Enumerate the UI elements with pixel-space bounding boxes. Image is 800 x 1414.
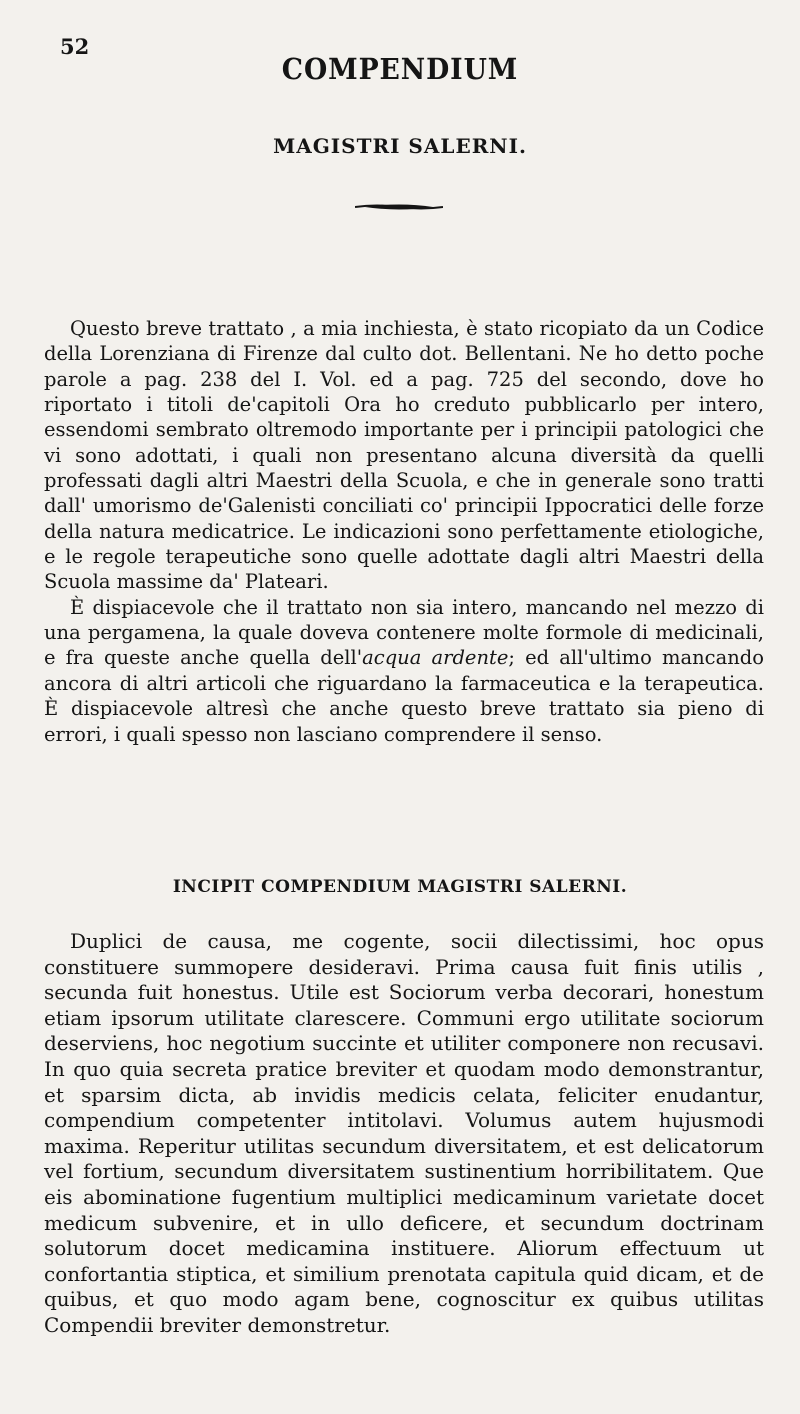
intro-text: [44, 316, 764, 747]
intro-paragraph-2-italic: acqua ardente: [362, 646, 509, 670]
latin-paragraph: Duplici de causa, me cogente, socii dilectissimi, hoc opus constituere summopere desideravi. Prima causa fuit finis utilis , secunda fuit honestus. Utile est Sociorum verba decorari, honestum etiam ipsorum utilitate clarescere. Communi ergo utilitate sociorum deserviens, hoc negotium succinte et utiliter componere non recusavi. In quo quia secreta pratice breviter et quodam modo demonstrantur, et sparsim dicta, ab invidis medicis celata, feliciter enudantur, compendium competenter intitolavi. Volumus autem hujusmodi maxima. Reperitur utilitas secundum diversitatem, et est delicatorum vel fortium, secundum diversitatem sustinentium horribilitatem. Que eis abominatione fugentium multiplici medicaminum varietate docet medicum subvenire, et in ullo deficere, et secundum doctrinam solutorum docet medicamina instituere. Aliorum effectuum ut confortantia stiptica, et similium prenotata capitula quid dicam, et de quibus, et quo modo agam bene, cognoscitur ex quibus utilitas Compendii breviter demonstretur.: [44, 929, 764, 1337]
page-number: 52: [60, 34, 90, 59]
intro-paragraph-2-part-1: È dispiacevole che il trattato non sia intero, mancando nel mezzo di una pergamena, la quale doveva contenere molte formole di medicinali, e fra queste anche quella dell': [44, 595, 764, 670]
page-title: COMPENDIUM: [281, 52, 519, 86]
intro-paragraph-2: [44, 595, 764, 747]
intro-paragraph-2-part-2: ; ed all'ultimo mancando ancora di altri articoli che riguardano la farmaceutica e la terapeutica. È dispiacevole altresì che anche questo breve trattato sia pieno di errori, i quali spesso non lasciano comprendere il senso.: [44, 646, 764, 746]
incipit-heading: INCIPIT COMPENDIUM MAGISTRI SALERNI.: [172, 877, 628, 897]
page-subtitle: MAGISTRI SALERNI.: [273, 134, 527, 158]
latin-text: [44, 929, 764, 1339]
intro-paragraph-1: Questo breve trattato , a mia inchiesta, è stato ricopiato da un Codice della Lorenziana di Firenze dal culto dot. Bellentani. Ne ho detto poche parole a pag. 238 del I. Vol. ed a pag. 725 del secondo, dove ho riportato i titoli de'capitoli Ora ho creduto pubblicarlo per intero, essendomi sembrato oltremodo importante per i principii patologici che vi sono adottati, i quali non presentano alcuna diversità da quelli professati dagli altri Maestri della Scuola, e che in generale sono tratti dall' umorismo de'Galenisti conciliati co' principii Ippocratici delle forze della natura medicatrice. Le indicazioni sono perfettamente etiologiche, e le regole terapeutiche sono quelle adottate dagli altri Maestri della Scuola massime da' Plateari.: [44, 317, 764, 594]
ornament-rule-icon: [355, 203, 443, 211]
